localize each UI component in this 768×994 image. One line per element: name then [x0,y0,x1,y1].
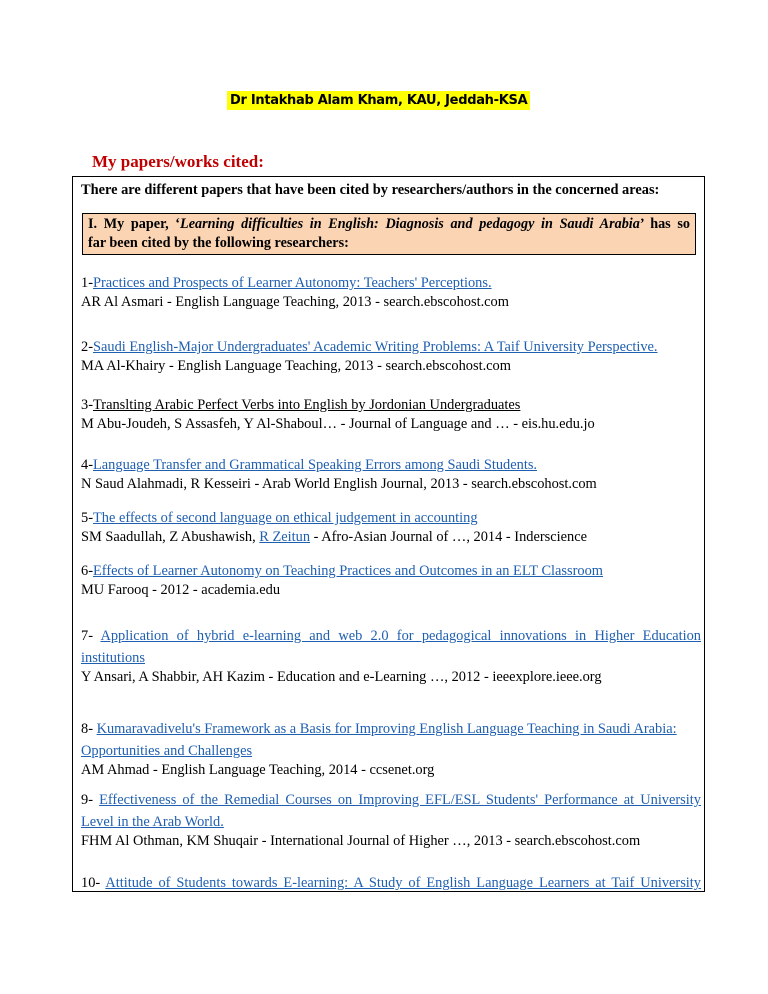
citation-link-continued[interactable]: Opportunities and Challenges [81,743,253,759]
paper-highlight-box [82,213,696,255]
citation-link-continued[interactable]: institutions [81,650,145,666]
citation-link[interactable]: Effects of Learner Autonomy on Teaching Practices and Outcomes in an ELT Classroom [93,563,604,579]
citation-link[interactable]: The effects of second language on ethical judgement in accounting [93,510,478,526]
paper-title: Learning difficulties in English: Diagnosis and pedagogy in Saudi Arabia [180,216,640,232]
citations-box [72,176,705,892]
citation-link[interactable]: Kumaravadivelu's Framework as a Basis for Improving English Language Teaching in Saudi Arabia: [96,721,677,737]
highlight-line-2: far been cited by the following researchers: [88,235,349,251]
citation-link[interactable]: Application of hybrid e-learning and web 2.0 for pedagogical innovations in Higher Education [100,628,701,644]
citation-meta: AM Ahmad - English Language Teaching, 2014 - ccsenet.org [81,762,435,778]
citation-title: Translting Arabic Perfect Verbs into English by Jordonian Undergraduates [93,397,521,413]
citation-meta: SM Saadullah, Z Abushawish, R Zeitun - Afro-Asian Journal of …, 2014 - Inderscience [81,529,587,545]
author-link[interactable]: R Zeitun [259,529,311,545]
citation-link-continued[interactable]: Level in the Arab World. [81,814,224,830]
citation-entry-3: 3-Translting Arabic Perfect Verbs into English by Jordonian Undergraduates M Abu-Joudeh, S Assasfeh, Y Al-Shaboul… - Journal of Language and … - eis.hu.edu.jo [81,397,701,433]
citation-link[interactable]: Language Transfer and Grammatical Speaking Errors among Saudi Students. [93,457,538,473]
citation-entry-7: 7- Application of hybrid e-learning and web 2.0 for pedagogical innovations in Higher Education institutions Y Ansari, A Shabbir, AH Kazim - Education and e-Learning …, 2012 - ieeexplore.ieee.org [81,628,701,685]
citation-entry-4: 4-Language Transfer and Grammatical Speaking Errors among Saudi Students. N Saud Alahmadi, R Kesseiri - Arab World English Journal, 2013 - search.ebscohost.com [81,457,701,493]
citation-meta: M Abu-Joudeh, S Assasfeh, Y Al-Shaboul… - Journal of Language and … - eis.hu.edu.jo [81,416,595,432]
citation-entry-6: 6-Effects of Learner Autonomy on Teaching Practices and Outcomes in an ELT Classroom MU Farooq - 2012 - academia.edu [81,563,701,599]
citation-entry-2: 2-Saudi English-Major Undergraduates' Academic Writing Problems: A Taif University Perspective. MA Al-Khairy - English Language Teaching, 2013 - search.ebscohost.com [81,339,701,375]
citation-meta: AR Al Asmari - English Language Teaching, 2013 - search.ebscohost.com [81,294,509,310]
citation-link[interactable]: Attitude of Students towards E-learning: A Study of English Language Learners at Taif University [105,875,701,891]
highlight-line-1: I. My paper, ‘Learning difficulties in English: Diagnosis and pedagogy in Saudi Arabia’ has so [88,216,690,232]
citation-entry-1: 1-Practices and Prospects of Learner Autonomy: Teachers' Perceptions. AR Al Asmari - English Language Teaching, 2013 - search.ebscohost.com [81,275,701,311]
citation-meta: Y Ansari, A Shabbir, AH Kazim - Education and e-Learning …, 2012 - ieeexplore.ieee.org [81,669,602,685]
citation-link[interactable]: Effectiveness of the Remedial Courses on Improving EFL/ESL Students' Performance at University [99,792,701,808]
section-heading: My papers/works cited: [92,152,264,171]
citation-meta: N Saud Alahmadi, R Kesseiri - Arab World English Journal, 2013 - search.ebscohost.com [81,476,597,492]
citation-entry-8: 8- Kumaravadivelu's Framework as a Basis for Improving English Language Teaching in Saudi Arabia: Opportunities and Challenges AM Ahmad - English Language Teaching, 2014 - ccsenet.org [81,721,701,779]
author-banner: Dr Intakhab Alam Kham, KAU, Jeddah-KSA [227,91,530,110]
citation-meta: MU Farooq - 2012 - academia.edu [81,582,281,598]
citation-entry-5: 5-The effects of second language on ethical judgement in accounting SM Saadullah, Z Abushawish, R Zeitun - Afro-Asian Journal of …, 2014 - Inderscience [81,510,701,546]
citation-entry-9: 9- Effectiveness of the Remedial Courses on Improving EFL/ESL Students' Performance at University Level in the Arab World. FHM Al Othman, KM Shuqair - International Journal of Higher …, 2013 - search.ebscohost.com [81,792,701,849]
intro-text: There are different papers that have been cited by researchers/authors in the concerned areas: [81,182,660,198]
citation-meta: MA Al-Khairy - English Language Teaching, 2013 - search.ebscohost.com [81,358,511,374]
citation-link[interactable]: Saudi English-Major Undergraduates' Academic Writing Problems: A Taif University Perspective. [93,339,658,355]
citation-entry-10: 10- Attitude of Students towards E-learning: A Study of English Language Learners at Taif University [81,875,701,891]
citation-link[interactable]: Practices and Prospects of Learner Autonomy: Teachers' Perceptions. [93,275,492,291]
citation-meta: FHM Al Othman, KM Shuqair - International Journal of Higher …, 2013 - search.ebscohost.com [81,833,641,849]
